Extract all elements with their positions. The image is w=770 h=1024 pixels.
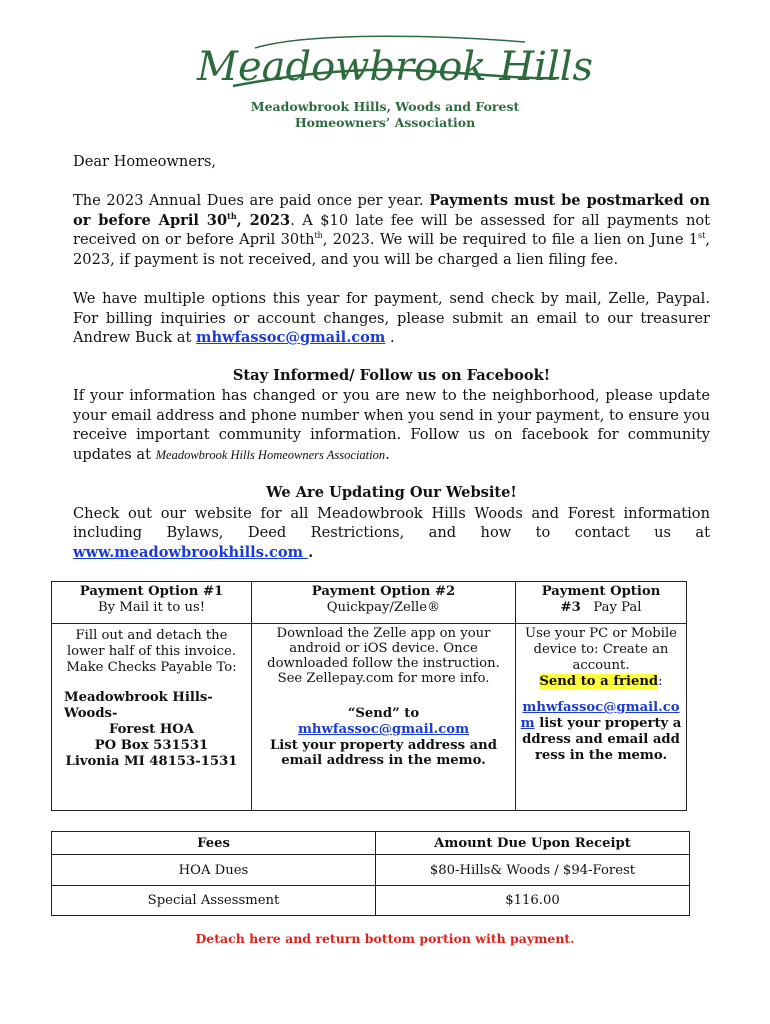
org-name-line2: Homeowners’ Association: [294, 115, 476, 130]
payment-options-table: [51, 581, 687, 811]
amount-header: Amount Due Upon Receipt: [376, 832, 690, 855]
treasurer-email-link[interactable]: mhwfassoc@gmail.com: [196, 329, 386, 347]
logo-text: Meadowbrook Hills: [196, 44, 594, 90]
fee-name: HOA Dues: [52, 855, 376, 886]
website-line3: www.meadowbrookhills.com .: [73, 544, 314, 561]
table-row: [52, 886, 690, 916]
facebook-heading: Stay Informed/ Follow us on Facebook!: [232, 367, 551, 384]
greeting: Dear Homeowners,: [73, 153, 217, 170]
option2-header: Payment Option #2 Quickpay/Zelle®: [252, 582, 516, 624]
website-heading: We Are Updating Our Website!: [266, 484, 517, 501]
option1-body: Fill out and detach the lower half of this invoice. Make Checks Payable To: Meadowbrook Hills- Woods- Forest HOA PO Box 531531 Livonia MI 48153-1531: [52, 624, 252, 811]
website-line1: Check out our website for all Meadowbrook Hills Woods and Forest information: [73, 505, 710, 522]
fees-header: Fees: [52, 832, 376, 855]
fee-name: Special Assessment: [52, 886, 376, 916]
website-line2: including Bylaws, Deed Restrictions, and how to contact us at: [73, 524, 710, 541]
dues-paragraph: The 2023 Annual Dues are paid once per year. Payments must be postmarked on or before April 30th, 2023. A $10 late fee will be assessed for all payments not received on or before April $30th^{th}$, 2023. We will be required to file a lien on June 1st, 2023, if payment is not received, and you will be charged a lien filing fee.: [73, 192, 710, 268]
org-name-line1: Meadowbrook Hills, Woods and Forest: [250, 99, 520, 114]
website-link[interactable]: www.meadowbrookhills.com: [73, 544, 309, 561]
meadowbrook-hills-logo: [196, 28, 594, 98]
fees-table: [51, 831, 690, 916]
option2-body: Download the Zelle app on your android or iOS device. Once downloaded follow the instruction. See Zellepay.com for more info. “Send” to mhwfassoc@gmail.com List your property address and email address in the memo.: [252, 624, 516, 811]
payment-options-paragraph: We have multiple options this year for payment, send check by mail, Zelle, Paypal. For billing inquiries or account changes, please submit an email to our treasurer Andrew Buck at mhwfassoc@gmail.com .: [73, 290, 710, 347]
fee-amount: $80-Hills& Woods / $94-Forest: [376, 855, 690, 886]
fee-amount: $116.00: [376, 886, 690, 916]
detach-notice: Detach here and return bottom portion with payment.: [195, 931, 575, 946]
facebook-paragraph: If your information has changed or you are new to the neighborhood, please update your email address and phone number when you send in your payment, to ensure you receive important community information. Follow us on facebook for community updates at Meadowbrook Hills Homeowners Association.: [73, 387, 710, 463]
table-row: [52, 855, 690, 886]
paypal-email-link[interactable]: mhwfassoc@gmail.com: [520, 700, 680, 731]
option3-header: Payment Option #3 Pay Pal: [516, 582, 687, 624]
option3-body: Use your PC or Mobile device to: Create an account. Send to a friend: mhwfassoc@gmail.com list your property address and email address in the memo.: [516, 624, 687, 811]
option1-header: Payment Option #1 By Mail it to us!: [52, 582, 252, 624]
zelle-email-link[interactable]: mhwfassoc@gmail.com: [297, 722, 470, 737]
send-to-friend-highlight: Send to a friend: [539, 674, 659, 689]
